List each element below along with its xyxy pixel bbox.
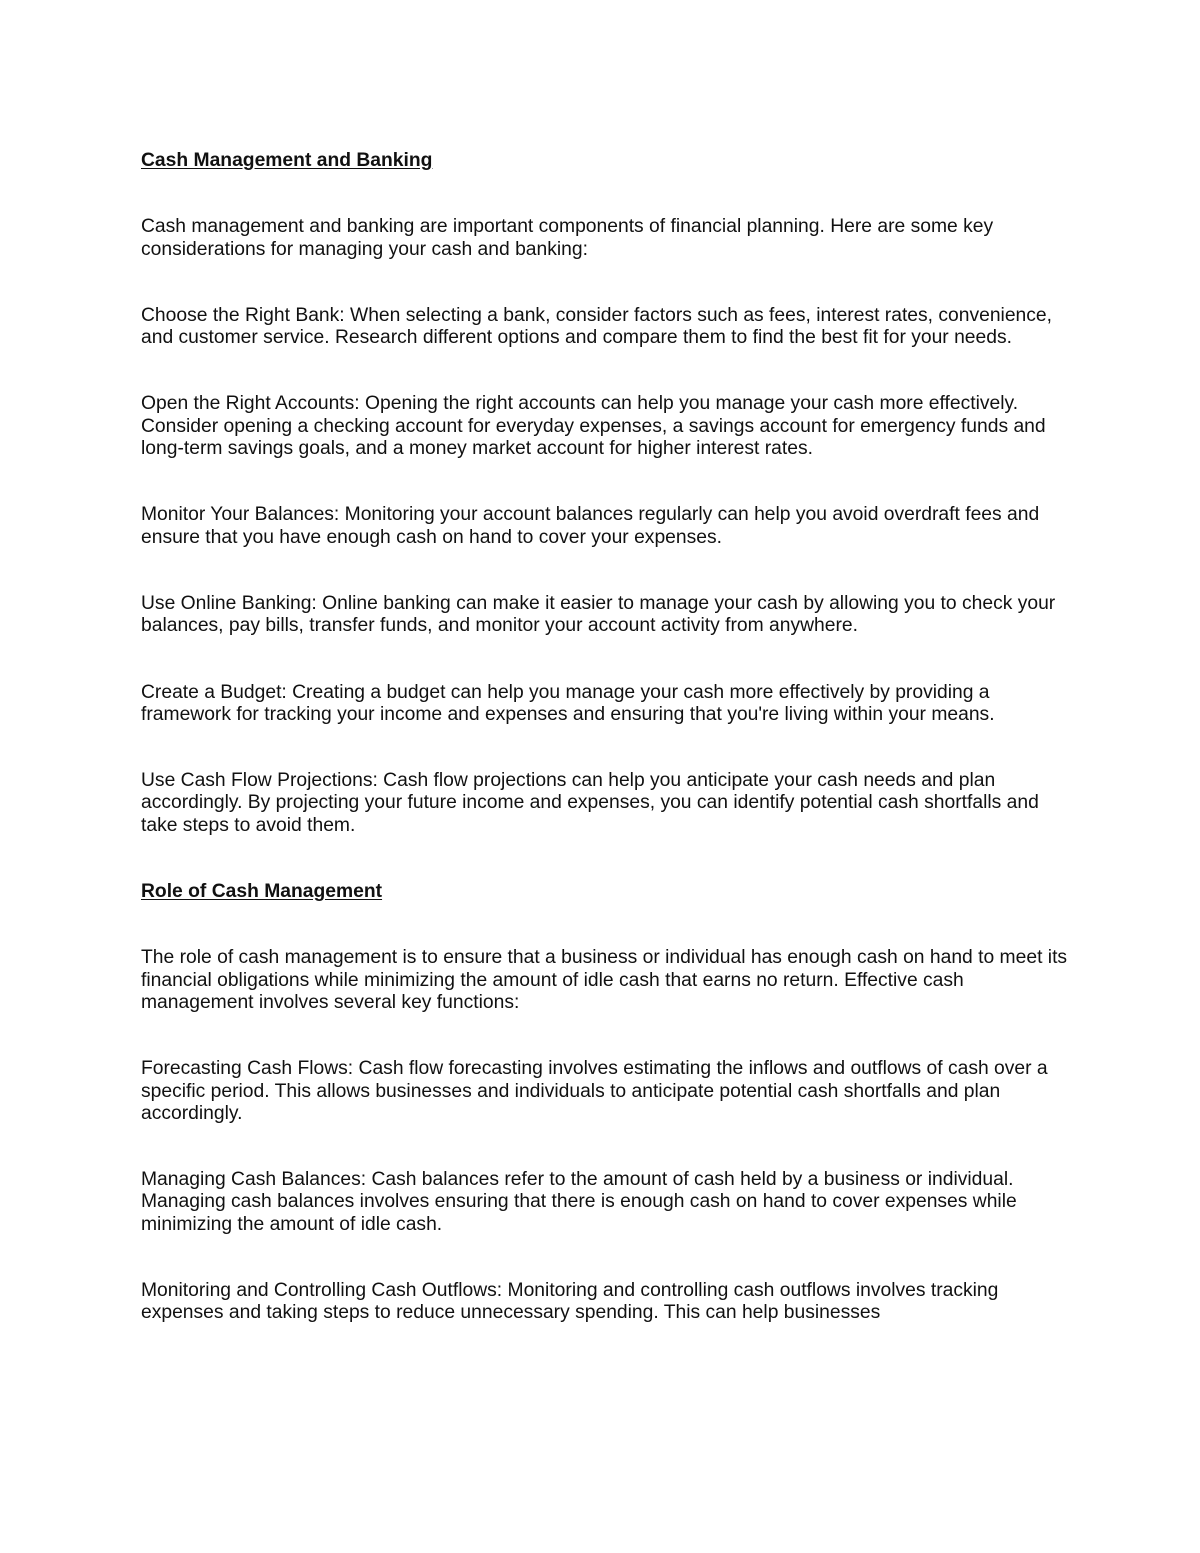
paragraph-intro: Cash management and banking are important components of financial planning. Here are some key considerations for managing your cash and banking: [141,216,994,260]
spacer [141,1236,1071,1280]
spacer [141,1125,1071,1169]
spacer [141,261,1071,305]
spacer [141,1014,1071,1058]
spacer [141,837,1071,881]
paragraph-cash-flow-projections: Use Cash Flow Projections: Cash flow projections can help you anticipate your cash needs and plan accordingly. By projecting your future income and expenses, you can identify potential cash shortfalls and take steps to avoid them. [141,770,1039,836]
paragraph-monitoring-outflows: Monitoring and Controlling Cash Outflows: Monitoring and controlling cash outflows involves tracking expenses and taking steps to reduce unnecessary spending. This can help businesses [141,1280,999,1324]
paragraph-choose-bank: Choose the Right Bank: When selecting a bank, consider factors such as fees, interest rates, convenience, and customer service. Research different options and compare them to find the best fit for your needs. [141,304,1053,349]
spacer [141,460,1071,504]
spacer [141,638,1071,682]
paragraph-monitor-balances: Monitor Your Balances: Monitoring your account balances regularly can help you avoid overdraft fees and ensure that you have enough cash on hand to cover your expenses. [141,504,1040,548]
paragraph-online-banking: Use Online Banking: Online banking can make it easier to manage your cash by allowing you to check your balances, pay bills, transfer funds, and monitor your account activity from anywhere. [141,592,1056,637]
spacer [141,549,1071,593]
paragraph-create-budget: Create a Budget: Creating a budget can help you manage your cash more effectively by providing a framework for tracking your income and expenses and ensuring that you're living within your means. [141,681,995,725]
paragraph-forecasting: Forecasting Cash Flows: Cash flow forecasting involves estimating the inflows and outflows of cash over a specific period. This allows businesses and individuals to anticipate potential cash shortfalls and plan accordingly. [141,1058,1048,1124]
paragraph-managing-balances: Managing Cash Balances: Cash balances refer to the amount of cash held by a business or individual. Managing cash balances involves ensuring that there is enough cash on hand to cover expenses while minimizing the amount of idle cash. [141,1169,1017,1235]
paragraph-role-intro: The role of cash management is to ensure that a business or individual has enough cash on hand to meet its financial obligations while minimizing the amount of idle cash that earns no return. Effective cash management involves several key functions: [141,947,1068,1013]
section-heading-role-cash-management: Role of Cash Management [141,881,383,903]
section-heading-cash-management-banking: Cash Management and Banking [141,150,433,171]
paragraph-open-accounts: Open the Right Accounts: Opening the right accounts can help you manage your cash more effectively. Consider opening a checking account for everyday expenses, a savings account for emergency funds and long-term savings goals, and a money market account for higher interest rates. [141,393,1046,460]
spacer [141,349,1071,393]
spacer [141,172,1071,216]
document-body [141,150,1071,1325]
spacer [141,903,1071,947]
spacer [141,726,1071,770]
